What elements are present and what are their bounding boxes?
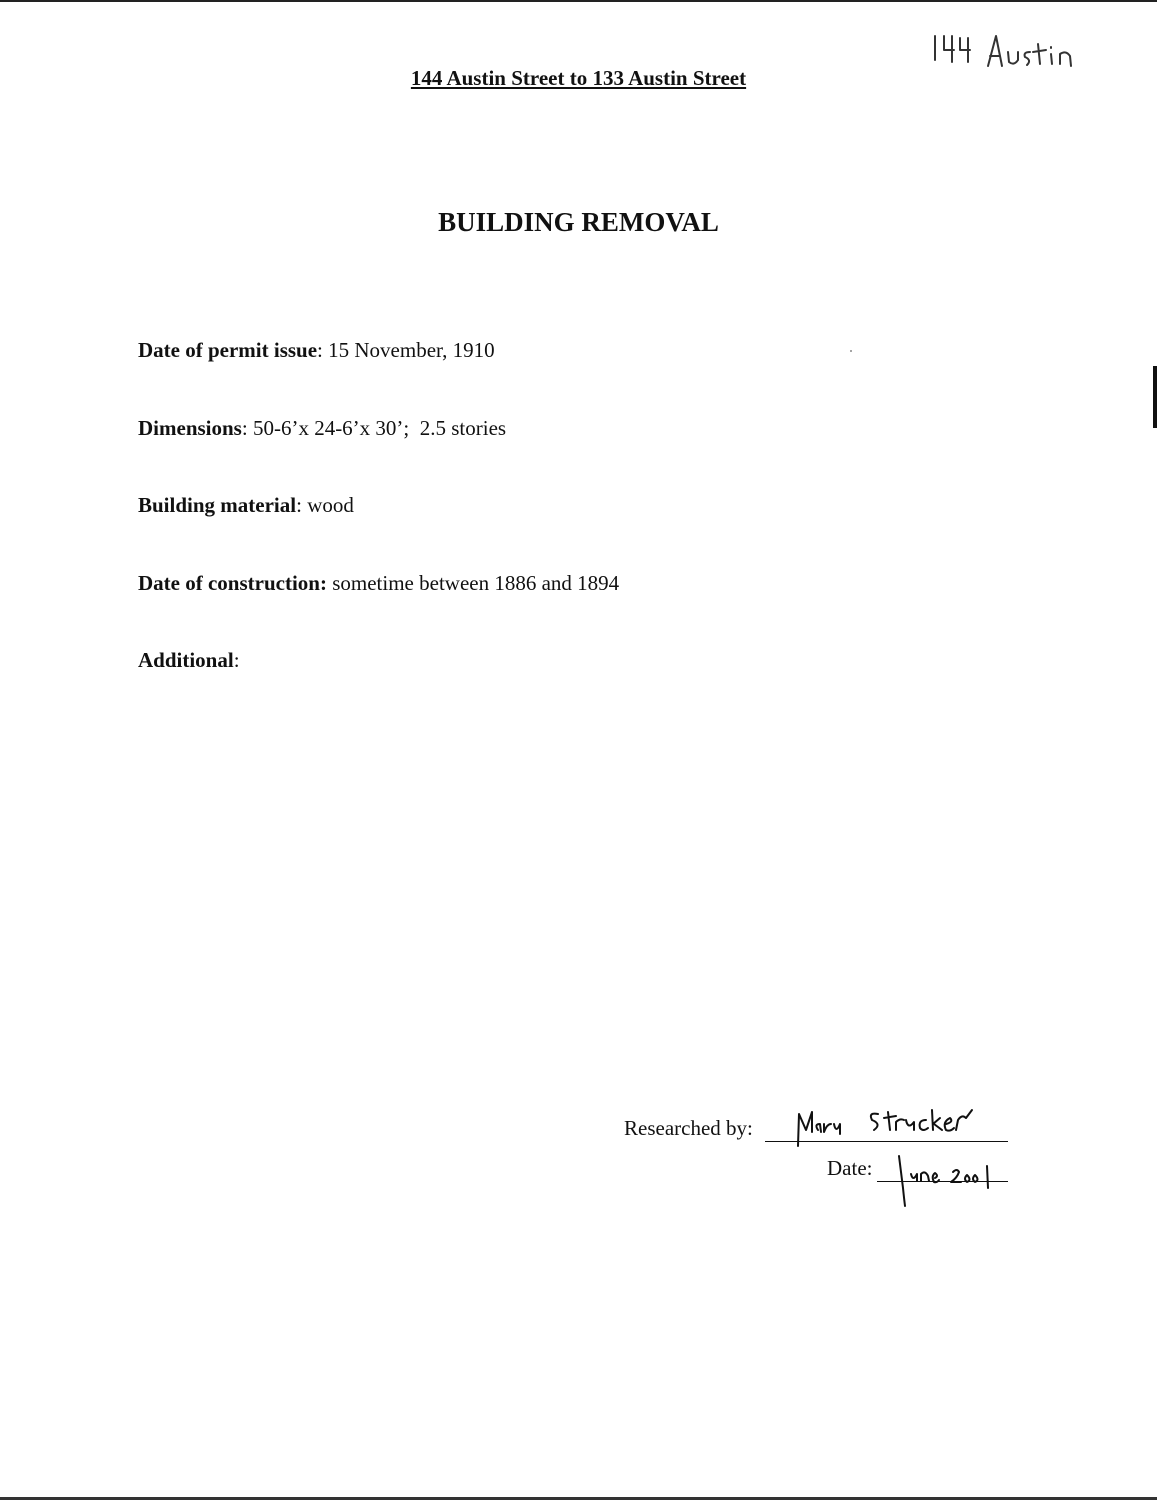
field-label: Date of permit issue bbox=[138, 338, 318, 362]
field-label: Building material bbox=[138, 493, 297, 517]
field-value: sometime between 1886 and 1894 bbox=[332, 571, 620, 595]
scan-edge-mark bbox=[1153, 366, 1157, 428]
field-dimensions bbox=[138, 416, 506, 441]
field-separator: : bbox=[296, 493, 308, 517]
field-separator: : bbox=[241, 416, 253, 440]
handwritten-date bbox=[895, 1148, 1010, 1208]
field-label: Additional bbox=[138, 648, 234, 672]
researched-by-label: Researched by: bbox=[624, 1116, 753, 1140]
scan-speck bbox=[850, 350, 852, 352]
field-separator: : bbox=[233, 648, 240, 672]
document-title: BUILDING REMOVAL bbox=[438, 207, 719, 237]
field-value: wood bbox=[307, 493, 354, 517]
field-permit-date bbox=[138, 338, 495, 363]
field-label: Dimensions bbox=[138, 416, 242, 440]
field-label: Date of construction: bbox=[138, 571, 327, 595]
scan-edge-top bbox=[0, 0, 1157, 2]
field-separator: : bbox=[317, 338, 329, 362]
field-value: 50-6’x 24-6’x 30’; 2.5 stories bbox=[252, 416, 507, 440]
handwritten-note bbox=[930, 22, 1090, 72]
field-additional bbox=[138, 648, 240, 673]
researcher-signature bbox=[790, 1108, 980, 1148]
date-label: Date: bbox=[827, 1156, 873, 1180]
field-value: 15 November, 1910 bbox=[328, 338, 495, 362]
address-heading: 144 Austin Street to 133 Austin Street bbox=[410, 66, 747, 90]
field-building-material bbox=[138, 493, 354, 518]
field-construction-date bbox=[138, 571, 619, 596]
